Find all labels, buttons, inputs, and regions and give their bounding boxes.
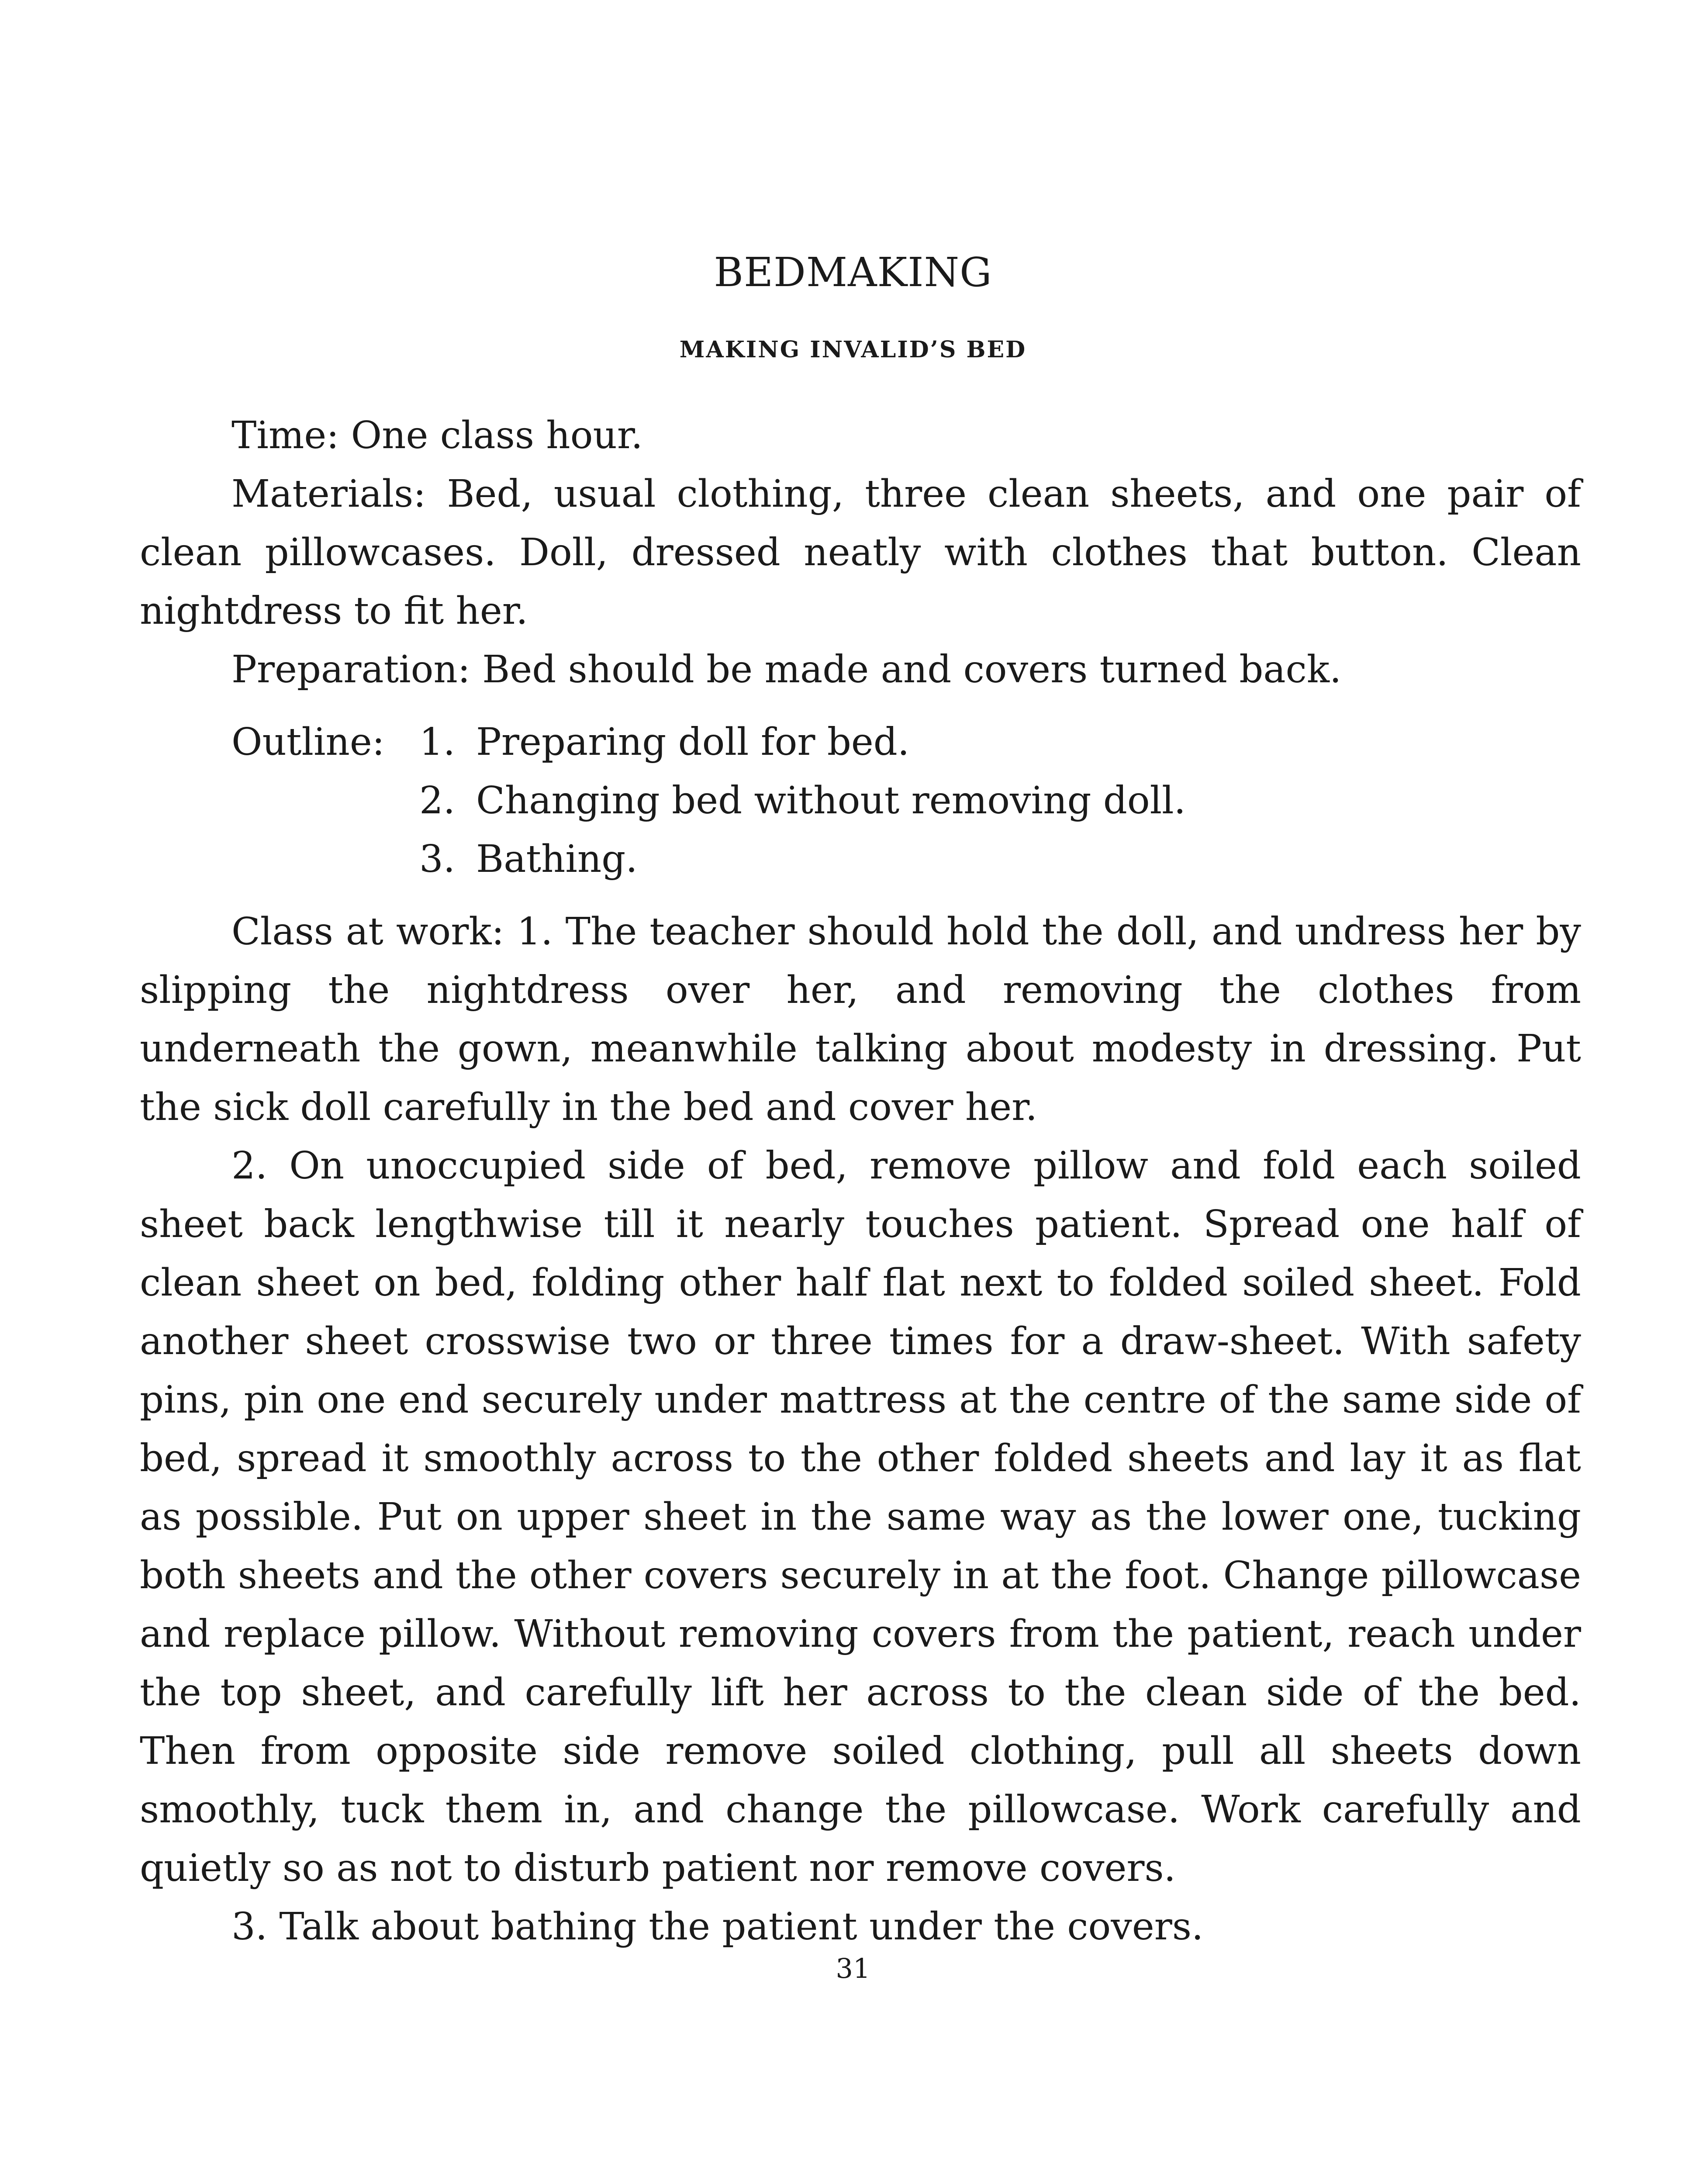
preparation-text: Bed should be made and covers turned back. <box>482 648 1342 691</box>
class-at-work-text-1: 1. The teacher should hold the doll, and undress her by slipping the nightdress over her, and removing the clothes from underneath the gown, meanwhile talking about modesty in dressing. Put the sick doll carefully in the bed and cover her. <box>140 910 1581 1129</box>
outline-block <box>140 713 1581 888</box>
class-at-work-paragraph-1 <box>140 902 1581 1137</box>
page-number: 31 <box>836 1952 870 1984</box>
page-subtitle: MAKING INVALID’S BED <box>679 336 1027 363</box>
preparation-paragraph <box>140 640 1581 699</box>
body-text <box>140 406 1581 1956</box>
class-at-work-label: Class at work: <box>231 910 504 954</box>
outline-item <box>419 713 1581 771</box>
time-text: One class hour. <box>351 414 643 457</box>
class-at-work-paragraph-2: 2. On unoccupied side of bed, remove pillow and fold each soiled sheet back lengthwise till it nearly touches patient. Spread one half of clean sheet on bed, folding other half flat next to folded soiled sheet. Fold another sheet crosswise two or three times for a draw-sheet. With safety pins, pin one end securely under mattress at the centre of the same side of bed, spread it smoothly across to the other folded sheets and lay it as flat as possible. Put on upper sheet in the same way as the lower one, tucking both sheets and the other covers securely in at the foot. Change pillowcase and replace pillow. Without removing covers from the patient, reach under the top sheet, and carefully lift her across to the clean side of the bed. Then from opposite side remove soiled clothing, pull all sheets down smoothly, tuck them in, and change the pillowcase. Work carefully and quietly so as not to disturb patient nor remove covers. <box>140 1144 1581 1890</box>
time-label: Time: <box>231 414 339 457</box>
page-title: BEDMAKING <box>714 249 992 296</box>
materials-label: Materials: <box>231 472 426 516</box>
materials-text: Bed, usual clothing, three clean sheets, and one pair of clean pillowcases. Doll, dressed neatly with clothes that button. Clean nightdress to fit her. <box>140 472 1581 633</box>
outline-item <box>419 830 1581 888</box>
outline-item-number: 1. <box>419 720 456 764</box>
time-paragraph <box>140 406 1581 465</box>
outline-item-text: Bathing. <box>476 837 638 881</box>
outline-item <box>419 771 1581 830</box>
preparation-label: Preparation: <box>231 648 470 691</box>
class-at-work-paragraph-3: 3. Talk about bathing the patient under the covers. <box>231 1905 1204 1949</box>
materials-paragraph <box>140 465 1581 640</box>
outline-label: Outline: <box>231 720 385 764</box>
outline-item-text: Changing bed without removing doll. <box>476 779 1186 822</box>
outline-list <box>419 713 1581 888</box>
outline-item-text: Preparing doll for bed. <box>476 720 910 764</box>
outline-item-number: 2. <box>419 779 456 822</box>
outline-item-number: 3. <box>419 837 456 881</box>
